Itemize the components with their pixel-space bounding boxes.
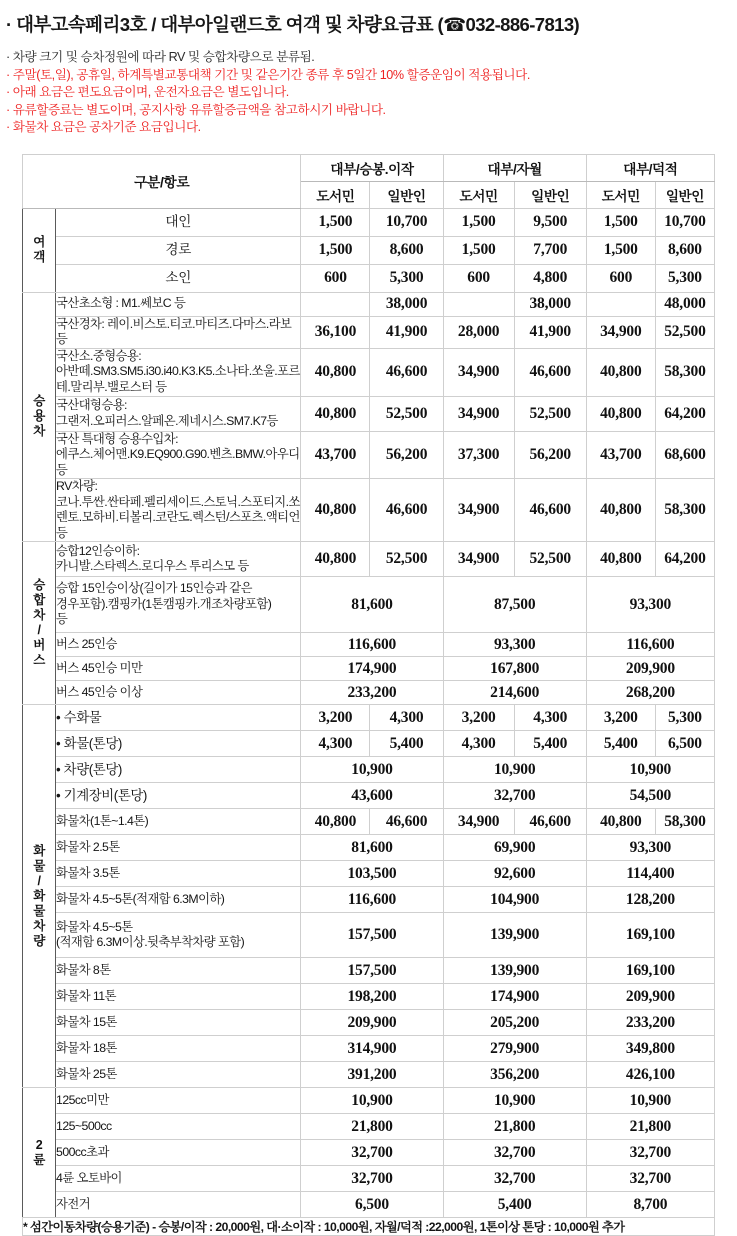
category-passenger bbox=[23, 208, 56, 292]
fare-cell: 8,700 bbox=[586, 1192, 714, 1218]
row-label: 125cc미만 bbox=[56, 1088, 301, 1114]
footnote-text: * 섬간이동차량(승용기준) - 승봉/이작 : 20,000원, 대·소이작 : 10,000원, 자월/덕적 :22,000원, 1톤이상 톤당 : 10,000원 추가 bbox=[23, 1218, 715, 1236]
fare-cell: 37,300 bbox=[443, 431, 514, 479]
table-header-row bbox=[23, 154, 715, 181]
table-row bbox=[23, 835, 715, 861]
header-sub-1: 도서민 bbox=[301, 181, 370, 208]
fare-cell: 1,500 bbox=[301, 208, 370, 236]
category-char: 합 bbox=[23, 593, 55, 608]
table-row bbox=[23, 1088, 715, 1114]
page-title: · 대부고속페리3호 / 대부아일랜드호 여객 및 차량요금표 (☎032-886-7813) bbox=[0, 0, 737, 37]
row-label bbox=[56, 348, 301, 396]
fare-cell: 40,800 bbox=[586, 809, 655, 835]
table-row bbox=[23, 731, 715, 757]
fare-cell: 36,100 bbox=[301, 316, 370, 348]
fare-cell: 205,200 bbox=[443, 1010, 586, 1036]
category-char: 량 bbox=[23, 934, 55, 949]
fare-cell: 34,900 bbox=[443, 348, 514, 396]
fare-table bbox=[22, 154, 715, 1236]
row-label: • 기계장비(톤당) bbox=[56, 783, 301, 809]
row-label: 500cc초과 bbox=[56, 1140, 301, 1166]
fare-cell: 169,100 bbox=[586, 913, 714, 958]
fare-cell: 233,200 bbox=[586, 1010, 714, 1036]
fare-cell: 169,100 bbox=[586, 958, 714, 984]
fare-cell: 52,500 bbox=[370, 396, 443, 431]
fare-cell: 1,500 bbox=[443, 208, 514, 236]
fare-cell: 64,200 bbox=[655, 542, 714, 577]
row-label-line: 등 bbox=[56, 612, 300, 628]
table-row bbox=[23, 861, 715, 887]
fare-cell: 38,000 bbox=[370, 292, 443, 316]
category-char: 스 bbox=[23, 653, 55, 668]
row-label: • 화물(톤당) bbox=[56, 731, 301, 757]
fare-cell: 10,700 bbox=[370, 208, 443, 236]
row-label: 버스 45인승 미만 bbox=[56, 657, 301, 681]
row-label: 화물차 18톤 bbox=[56, 1036, 301, 1062]
fare-cell: 38,000 bbox=[514, 292, 586, 316]
fare-cell: 356,200 bbox=[443, 1062, 586, 1088]
fare-cell: 103,500 bbox=[301, 861, 443, 887]
fare-cell: 214,600 bbox=[443, 681, 586, 705]
fare-cell bbox=[301, 292, 370, 316]
fare-cell: 43,700 bbox=[586, 431, 655, 479]
row-label: 화물차 15톤 bbox=[56, 1010, 301, 1036]
table-row bbox=[23, 396, 715, 431]
fare-cell: 93,300 bbox=[586, 835, 714, 861]
fare-cell: 46,600 bbox=[370, 809, 443, 835]
fare-cell: 139,900 bbox=[443, 913, 586, 958]
table-row bbox=[23, 316, 715, 348]
header-route-3: 대부/덕적 bbox=[586, 154, 714, 181]
fare-cell: 58,300 bbox=[655, 479, 714, 542]
fare-cell: 426,100 bbox=[586, 1062, 714, 1088]
row-label-line: 국산소.중형승용: bbox=[56, 349, 300, 365]
row-label-line: (적재함 6.3M이상.뒷축부착차량 포함) bbox=[56, 935, 300, 951]
fare-cell: 7,700 bbox=[514, 236, 586, 264]
fare-cell: 40,800 bbox=[301, 479, 370, 542]
table-row bbox=[23, 681, 715, 705]
fare-cell: 600 bbox=[301, 264, 370, 292]
fare-cell: 81,600 bbox=[301, 577, 443, 633]
header-sub-5: 도서민 bbox=[586, 181, 655, 208]
fare-cell: 8,600 bbox=[370, 236, 443, 264]
fare-cell: 139,900 bbox=[443, 958, 586, 984]
fare-cell: 4,300 bbox=[514, 705, 586, 731]
fare-cell: 349,800 bbox=[586, 1036, 714, 1062]
fare-cell: 10,900 bbox=[586, 757, 714, 783]
row-label-line: 승합12인승이하: bbox=[56, 544, 300, 560]
row-label: 국산초소형 : M1.쎄보C 등 bbox=[56, 292, 301, 316]
category-char: 물 bbox=[23, 904, 55, 919]
fare-cell: 32,700 bbox=[301, 1166, 443, 1192]
fare-cell: 279,900 bbox=[443, 1036, 586, 1062]
fare-cell: 40,800 bbox=[301, 348, 370, 396]
fare-cell: 198,200 bbox=[301, 984, 443, 1010]
row-label: 화물차 3.5톤 bbox=[56, 861, 301, 887]
header-sub-6: 일반인 bbox=[655, 181, 714, 208]
fare-cell: 209,900 bbox=[301, 1010, 443, 1036]
fare-cell: 32,700 bbox=[301, 1140, 443, 1166]
fare-cell: 93,300 bbox=[586, 577, 714, 633]
fare-cell: 46,600 bbox=[514, 348, 586, 396]
fare-cell: 81,600 bbox=[301, 835, 443, 861]
row-label: • 수화물 bbox=[56, 705, 301, 731]
fare-cell: 104,900 bbox=[443, 887, 586, 913]
fare-cell: 46,600 bbox=[370, 479, 443, 542]
table-row bbox=[23, 657, 715, 681]
fare-cell: 174,900 bbox=[301, 657, 443, 681]
row-label: 자전거 bbox=[56, 1192, 301, 1218]
fare-cell: 52,500 bbox=[655, 316, 714, 348]
category-char: 륜 bbox=[23, 1153, 55, 1168]
fare-cell: 32,700 bbox=[586, 1140, 714, 1166]
category-char: 객 bbox=[23, 250, 55, 265]
fare-cell: 32,700 bbox=[443, 1140, 586, 1166]
fare-cell: 43,600 bbox=[301, 783, 443, 809]
table-row bbox=[23, 1010, 715, 1036]
fare-cell: 40,800 bbox=[586, 479, 655, 542]
category-char: 물 bbox=[23, 859, 55, 874]
category-char: / bbox=[23, 874, 55, 889]
row-label: 4륜 오토바이 bbox=[56, 1166, 301, 1192]
fare-cell: 43,700 bbox=[301, 431, 370, 479]
row-label bbox=[56, 913, 301, 958]
table-row bbox=[23, 542, 715, 577]
fare-cell: 268,200 bbox=[586, 681, 714, 705]
header-sub-4: 일반인 bbox=[514, 181, 586, 208]
fare-cell: 1,500 bbox=[443, 236, 514, 264]
table-row bbox=[23, 1192, 715, 1218]
fare-cell: 6,500 bbox=[301, 1192, 443, 1218]
fare-cell: 174,900 bbox=[443, 984, 586, 1010]
header-route-1: 대부/승봉.이작 bbox=[301, 154, 443, 181]
table-row bbox=[23, 1062, 715, 1088]
fare-cell: 69,900 bbox=[443, 835, 586, 861]
table-row bbox=[23, 236, 715, 264]
table-footnote-row bbox=[23, 1218, 715, 1236]
fare-cell: 600 bbox=[443, 264, 514, 292]
fare-cell: 41,900 bbox=[514, 316, 586, 348]
fare-cell: 52,500 bbox=[514, 396, 586, 431]
fare-cell: 32,700 bbox=[443, 783, 586, 809]
fare-cell: 209,900 bbox=[586, 984, 714, 1010]
fare-cell: 3,200 bbox=[443, 705, 514, 731]
fare-cell: 600 bbox=[586, 264, 655, 292]
row-label: 화물차 4.5~5톤(적재함 6.3M이하) bbox=[56, 887, 301, 913]
fare-cell: 58,300 bbox=[655, 809, 714, 835]
row-label bbox=[56, 479, 301, 542]
table-row bbox=[23, 633, 715, 657]
fare-cell: 68,600 bbox=[655, 431, 714, 479]
category-char: 화 bbox=[23, 889, 55, 904]
fare-cell: 40,800 bbox=[301, 809, 370, 835]
fare-cell: 10,900 bbox=[443, 1088, 586, 1114]
row-label-line: 카니발.스타렉스.로디우스 투리스모 등 bbox=[56, 559, 300, 575]
table-row bbox=[23, 479, 715, 542]
fare-cell: 92,600 bbox=[443, 861, 586, 887]
fare-cell: 40,800 bbox=[586, 542, 655, 577]
table-row bbox=[23, 1166, 715, 1192]
table-row bbox=[23, 208, 715, 236]
row-label-line: 승합 15인승이상(길이가 15인승과 같은 bbox=[56, 581, 300, 597]
row-label bbox=[56, 396, 301, 431]
fare-cell: 5,400 bbox=[514, 731, 586, 757]
note-item: · 아래 요금은 편도요금이며, 운전자요금은 별도입니다. bbox=[4, 84, 737, 102]
table-row bbox=[23, 1114, 715, 1140]
fare-cell: 4,800 bbox=[514, 264, 586, 292]
row-label-line: 국산대형승용: bbox=[56, 398, 300, 414]
table-row bbox=[23, 809, 715, 835]
fare-cell: 233,200 bbox=[301, 681, 443, 705]
row-label: 버스 25인승 bbox=[56, 633, 301, 657]
table-row bbox=[23, 348, 715, 396]
fare-cell: 34,900 bbox=[443, 542, 514, 577]
row-label: 경로 bbox=[56, 236, 301, 264]
fare-cell: 116,600 bbox=[301, 633, 443, 657]
category-char: 차 bbox=[23, 608, 55, 623]
fare-table-container bbox=[22, 154, 715, 1236]
category-char: 차 bbox=[23, 919, 55, 934]
fare-cell: 5,300 bbox=[655, 705, 714, 731]
table-row bbox=[23, 1036, 715, 1062]
category-char: 여 bbox=[23, 235, 55, 250]
fare-cell: 40,800 bbox=[586, 396, 655, 431]
fare-cell: 167,800 bbox=[443, 657, 586, 681]
fare-cell: 56,200 bbox=[514, 431, 586, 479]
note-item: · 화물차 요금은 공차기준 요금입니다. bbox=[4, 119, 737, 137]
fare-cell: 314,900 bbox=[301, 1036, 443, 1062]
fare-cell: 1,500 bbox=[586, 208, 655, 236]
category-char: / bbox=[23, 623, 55, 638]
fare-cell: 41,900 bbox=[370, 316, 443, 348]
fare-cell: 10,900 bbox=[586, 1088, 714, 1114]
note-item: · 차량 크기 및 승차정원에 따라 RV 및 승합차량으로 분류됨. bbox=[4, 49, 737, 67]
row-label: 국산경차: 레이.비스토.티코.마티즈.다마스.라보 등 bbox=[56, 316, 301, 348]
row-label: 화물차 8톤 bbox=[56, 958, 301, 984]
fare-cell: 4,300 bbox=[370, 705, 443, 731]
category-van-bus bbox=[23, 542, 56, 705]
fare-cell: 5,300 bbox=[655, 264, 714, 292]
fare-cell: 116,600 bbox=[586, 633, 714, 657]
fare-cell: 87,500 bbox=[443, 577, 586, 633]
header-corner-label: 구분/항로 bbox=[23, 154, 301, 208]
row-label bbox=[56, 431, 301, 479]
fare-cell: 209,900 bbox=[586, 657, 714, 681]
row-label-line: 에쿠스.체어맨.K9.EQ900.G90.벤츠.BMW.아우디등 bbox=[56, 447, 300, 478]
fare-cell: 391,200 bbox=[301, 1062, 443, 1088]
row-label: 125~500cc bbox=[56, 1114, 301, 1140]
notes-list bbox=[0, 37, 737, 137]
fare-cell: 9,500 bbox=[514, 208, 586, 236]
fare-cell: 64,200 bbox=[655, 396, 714, 431]
fare-cell: 40,800 bbox=[301, 542, 370, 577]
fare-cell: 5,300 bbox=[370, 264, 443, 292]
note-item: · 주말(토,일), 공휴일, 하계특별교통대책 기간 및 같은기간 종류 후 5일간 10% 할증운임이 적용됩니다. bbox=[4, 67, 737, 85]
fare-cell: 40,800 bbox=[301, 396, 370, 431]
category-char: 용 bbox=[23, 409, 55, 424]
header-sub-2: 일반인 bbox=[370, 181, 443, 208]
fare-cell: 32,700 bbox=[586, 1166, 714, 1192]
fare-cell: 46,600 bbox=[370, 348, 443, 396]
header-sub-3: 도서민 bbox=[443, 181, 514, 208]
row-label-line: 경우포함).캠핑카(1톤캠핑카.개조차량포함) bbox=[56, 597, 300, 613]
category-cargo bbox=[23, 705, 56, 1088]
fare-cell: 52,500 bbox=[370, 542, 443, 577]
fare-cell: 3,200 bbox=[301, 705, 370, 731]
table-row bbox=[23, 783, 715, 809]
fare-cell: 34,900 bbox=[443, 809, 514, 835]
table-row bbox=[23, 984, 715, 1010]
fare-cell: 128,200 bbox=[586, 887, 714, 913]
category-car bbox=[23, 292, 56, 542]
fare-cell: 4,300 bbox=[301, 731, 370, 757]
row-label: 화물차(1톤~1.4톤) bbox=[56, 809, 301, 835]
fare-cell: 34,900 bbox=[443, 479, 514, 542]
fare-cell: 93,300 bbox=[443, 633, 586, 657]
fare-cell: 56,200 bbox=[370, 431, 443, 479]
fare-cell: 21,800 bbox=[301, 1114, 443, 1140]
fare-cell: 5,400 bbox=[370, 731, 443, 757]
fare-cell: 21,800 bbox=[586, 1114, 714, 1140]
table-row bbox=[23, 887, 715, 913]
category-two-wheel bbox=[23, 1088, 56, 1218]
category-char: 버 bbox=[23, 638, 55, 653]
note-item: · 유류할증료는 별도이며, 공지사항 유류할증금액을 참고하시기 바랍니다. bbox=[4, 102, 737, 120]
row-label bbox=[56, 577, 301, 633]
fare-cell: 116,600 bbox=[301, 887, 443, 913]
fare-cell: 10,900 bbox=[301, 757, 443, 783]
table-row bbox=[23, 577, 715, 633]
fare-cell: 5,400 bbox=[443, 1192, 586, 1218]
table-row bbox=[23, 705, 715, 731]
fare-cell: 54,500 bbox=[586, 783, 714, 809]
fare-cell: 58,300 bbox=[655, 348, 714, 396]
fare-cell: 4,300 bbox=[443, 731, 514, 757]
row-label bbox=[56, 542, 301, 577]
fare-cell: 34,900 bbox=[586, 316, 655, 348]
fare-cell: 52,500 bbox=[514, 542, 586, 577]
fare-cell: 32,700 bbox=[443, 1166, 586, 1192]
row-label: 버스 45인승 이상 bbox=[56, 681, 301, 705]
row-label: 소인 bbox=[56, 264, 301, 292]
category-char: 차 bbox=[23, 424, 55, 439]
category-char: 화 bbox=[23, 844, 55, 859]
fare-cell: 1,500 bbox=[586, 236, 655, 264]
fare-cell: 46,600 bbox=[514, 809, 586, 835]
row-label-line: 국산 특대형 승용수입차: bbox=[56, 432, 300, 448]
table-row bbox=[23, 913, 715, 958]
row-label: • 차량(톤당) bbox=[56, 757, 301, 783]
row-label: 대인 bbox=[56, 208, 301, 236]
fare-cell: 10,700 bbox=[655, 208, 714, 236]
table-row bbox=[23, 264, 715, 292]
category-char: 2 bbox=[23, 1138, 55, 1153]
fare-cell: 40,800 bbox=[586, 348, 655, 396]
row-label-line: 아반떼.SM3.SM5.i30.i40.K3.K5.소나타.쏘울.포르테.말리부.밸로스터 등 bbox=[56, 364, 300, 395]
row-label-line: 화물차 4.5~5톤 bbox=[56, 920, 300, 936]
fare-cell: 10,900 bbox=[443, 757, 586, 783]
row-label: 화물차 25톤 bbox=[56, 1062, 301, 1088]
row-label-line: 그랜저.오피러스.알페온.제네시스.SM7.K7등 bbox=[56, 414, 300, 430]
row-label-line: 코나.투싼.싼타페.펠리세이드.스토닉.스포티지.쏘렌토.모하비.티볼리.코란도.렉스턴/스포츠.액티언 등 bbox=[56, 495, 300, 542]
fare-cell: 3,200 bbox=[586, 705, 655, 731]
fare-cell: 46,600 bbox=[514, 479, 586, 542]
fare-cell: 10,900 bbox=[301, 1088, 443, 1114]
fare-cell: 8,600 bbox=[655, 236, 714, 264]
fare-cell: 28,000 bbox=[443, 316, 514, 348]
fare-cell: 157,500 bbox=[301, 958, 443, 984]
fare-cell: 114,400 bbox=[586, 861, 714, 887]
table-row bbox=[23, 1140, 715, 1166]
fare-cell bbox=[586, 292, 655, 316]
category-char: 승 bbox=[23, 394, 55, 409]
fare-cell bbox=[443, 292, 514, 316]
table-row bbox=[23, 757, 715, 783]
fare-cell: 34,900 bbox=[443, 396, 514, 431]
category-char: 승 bbox=[23, 578, 55, 593]
fare-cell: 21,800 bbox=[443, 1114, 586, 1140]
row-label: 화물차 2.5톤 bbox=[56, 835, 301, 861]
fare-cell: 5,400 bbox=[586, 731, 655, 757]
row-label: 화물차 11톤 bbox=[56, 984, 301, 1010]
table-row bbox=[23, 431, 715, 479]
table-row bbox=[23, 292, 715, 316]
fare-cell: 48,000 bbox=[655, 292, 714, 316]
row-label-line: RV차량: bbox=[56, 479, 300, 495]
header-route-2: 대부/자월 bbox=[443, 154, 586, 181]
fare-cell: 6,500 bbox=[655, 731, 714, 757]
table-row bbox=[23, 958, 715, 984]
fare-cell: 1,500 bbox=[301, 236, 370, 264]
fare-cell: 157,500 bbox=[301, 913, 443, 958]
